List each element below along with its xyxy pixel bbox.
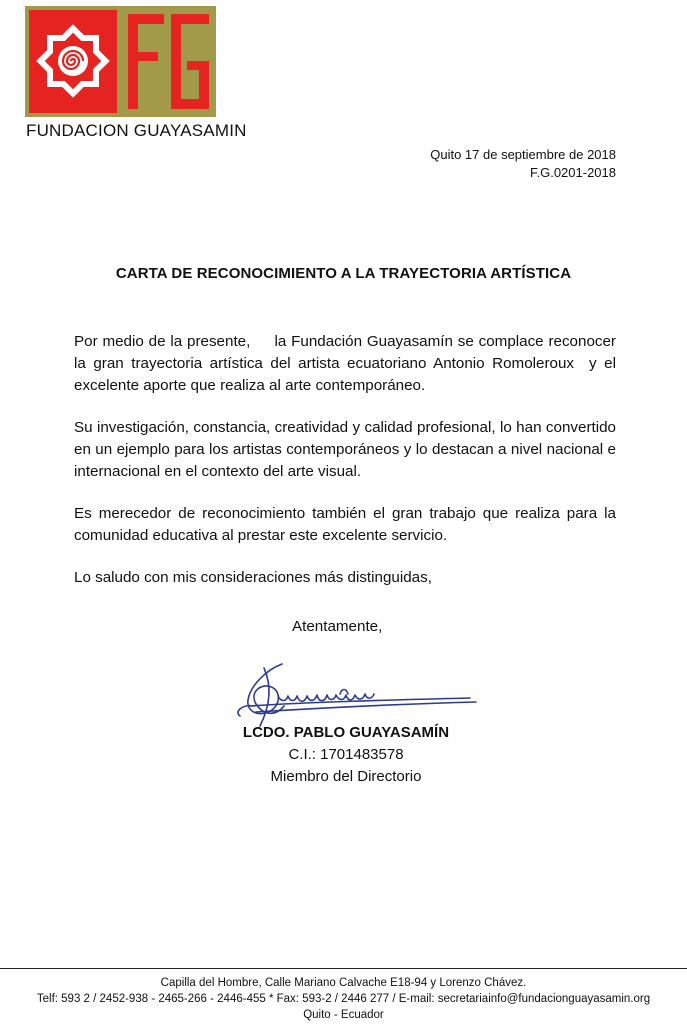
paragraph-2: Su investigación, constancia, creatividad y calidad profesional, lo han convertido en un ejemplo para los artistas contemporáneos y lo destacan a nivel nacional e internacional en el contexto del arte visual. <box>74 419 616 480</box>
signatory-block <box>236 722 456 788</box>
signatory-name: LCDO. PABLO GUAYASAMÍN <box>242 724 450 741</box>
handwritten-signature <box>220 656 480 730</box>
closing-text: Atentamente, <box>292 618 383 635</box>
letter-meta <box>430 146 616 182</box>
letter-title: CARTA DE RECONOCIMIENTO A LA TRAYECTORIA ARTÍSTICA <box>115 265 572 282</box>
footer <box>0 975 687 1023</box>
reference-number: F.G.0201-2018 <box>529 165 616 180</box>
paragraph-4: Lo saludo con mis consideraciones más distinguidas, <box>74 569 432 586</box>
footer-contacts: Telf: 593 2 / 2452-938 - 2465-266 - 2446-455 * Fax: 593-2 / 2446 277 / E-mail: secretariainfo@fundacionguayasamin.org <box>36 993 651 1005</box>
footer-divider <box>0 968 687 969</box>
paragraph-3: Es merecedor de reconocimiento también el gran trabajo que realiza para la comunidad educativa al prestar este excelente servicio. <box>74 505 616 544</box>
letter-body <box>74 331 621 609</box>
fundacion-logo <box>25 6 216 117</box>
paragraph-1: Por medio de la presente, la Fundación Guayasamín se complace reconocer la gran trayectoria artística del artista ecuatoriano Antonio Romoleroux y el excelente aporte que realiza al arte contemporáneo. <box>74 333 621 394</box>
signatory-id: C.I.: 1701483578 <box>288 746 404 763</box>
footer-city: Quito - Ecuador <box>303 1009 384 1021</box>
signatory-role: Miembro del Directorio <box>270 768 422 785</box>
organization-name: FUNDACION GUAYASAMIN <box>26 121 247 140</box>
footer-address: Capilla del Hombre, Calle Mariano Calvache E18-94 y Lorenzo Chávez. <box>160 977 527 989</box>
date-line: Quito 17 de septiembre de 2018 <box>430 147 616 162</box>
